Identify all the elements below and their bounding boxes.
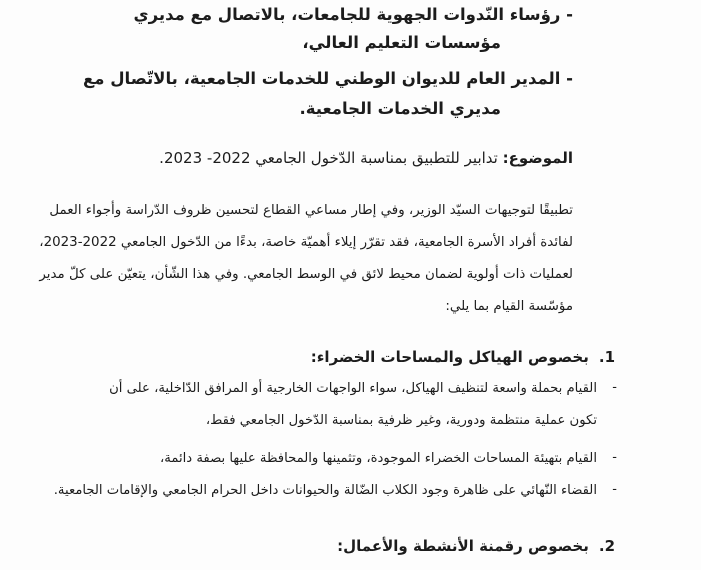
bullet-line: تكون عملية منتظمة ودورية، وغير ظرفية بمناسبة الدّخول الجامعي فقط، <box>205 413 597 428</box>
subject-line <box>159 146 573 170</box>
bullet-line: القيام بتهيئة المساحات الخضراء الموجودة، وتثمينها والمحافظة عليها بصفة دائمة، <box>160 451 597 466</box>
paragraph-line: لفائدة أفراد الأسرة الجامعية، فقد تقرّر إيلاء أهميّة خاصة، بدءًا من الدّخول الجامعي 2022-2023، <box>39 235 573 250</box>
bullet-dash-icon: - <box>612 380 617 395</box>
bullet-dash-icon: - <box>612 450 617 465</box>
recipient-line: مديري الخدمات الجامعية. <box>299 99 501 118</box>
section-number: 1. <box>598 348 615 366</box>
paragraph-line: مؤسّسة القيام بما يلي: <box>445 299 573 314</box>
section-title: بخصوص الهياكل والمساحات الخضراء: <box>310 348 589 366</box>
recipient-line: مؤسسات التعليم العالي، <box>302 33 501 52</box>
recipient-line: - المدير العام للديوان الوطني للخدمات الجامعية، بالاتّصال مع <box>82 69 573 88</box>
section-title: بخصوص رقمنة الأنشطة والأعمال: <box>337 537 589 555</box>
section-heading <box>311 345 615 369</box>
section-heading <box>337 534 615 558</box>
paragraph-line: تطبيقًا لتوجيهات السيّد الوزير، وفي إطار مساعي القطاع لتحسين ظروف الدّراسة وأجواء العمل <box>49 203 573 218</box>
paragraph-line: لعمليات ذات أولوية لضمان محيط لائق في الوسط الجامعي. وفي هذا الشّأن، يتعيّن على كلّ مدير <box>39 267 573 282</box>
section-number: 2. <box>598 537 615 555</box>
bullet-dash-icon: - <box>612 482 617 497</box>
recipient-line: - رؤساء النّدوات الجهوية للجامعات، بالاتصال مع مديري <box>133 5 573 24</box>
bullet-line: القضاء النّهائي على ظاهرة وجود الكلاب الضّالة والحيوانات داخل الحرام الجامعي والإقامات الجامعية. <box>53 483 597 498</box>
subject-label: الموضوع: <box>502 149 573 167</box>
subject-text: تدابير للتطبيق بمناسبة الدّخول الجامعي 2022- 2023. <box>159 149 503 167</box>
bullet-line: القيام بحملة واسعة لتنظيف الهياكل، سواء الواجهات الخارجية أو المرافق الدّاخلية، على أن <box>109 381 597 396</box>
